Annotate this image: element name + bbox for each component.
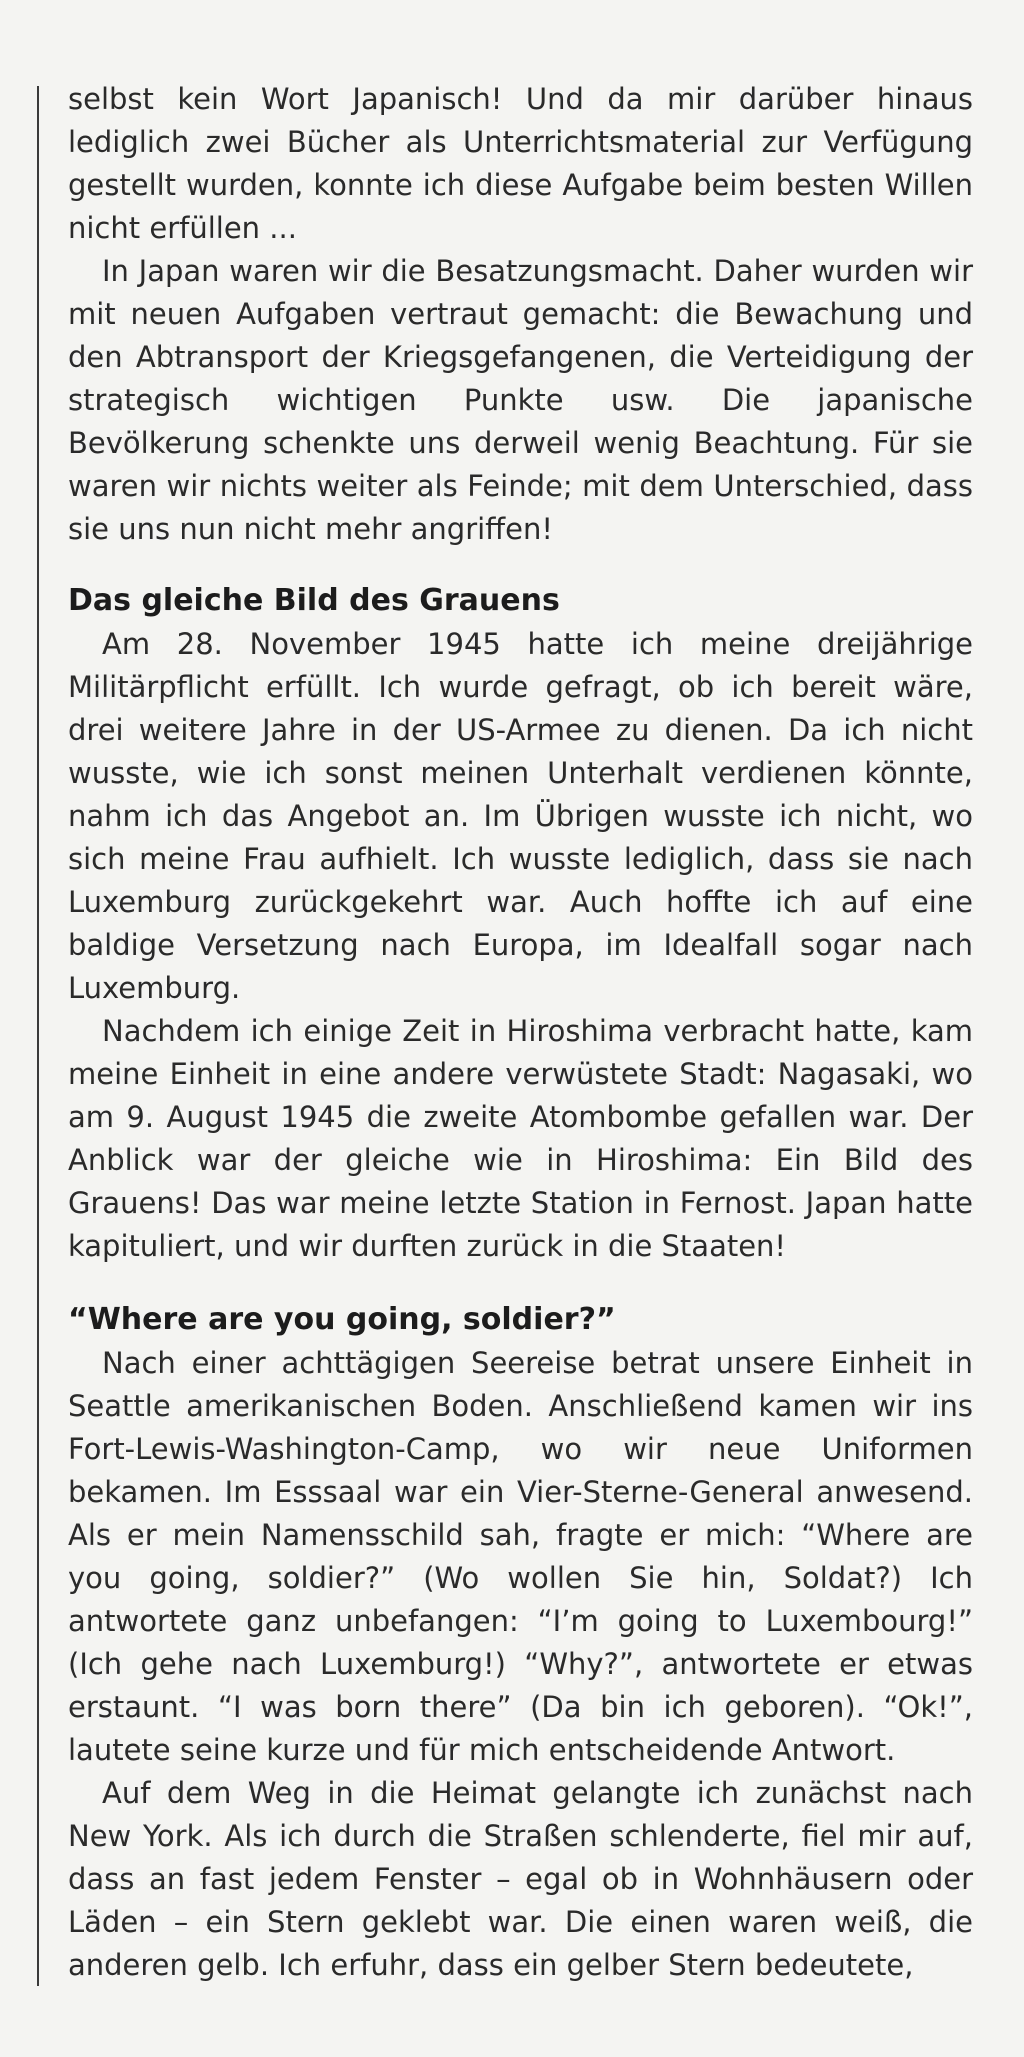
text-column (68, 78, 973, 1987)
paragraph-intro-continuation: selbst kein Wort Japanisch! Und da mir darüber hinaus lediglich zwei Bücher als Unterrichtsmaterial zur Verfügung gestellt wurden, konnte ich diese Aufgabe beim besten Willen nicht erfüllen ... (68, 82, 973, 245)
section-heading-soldier: “Where are you going, soldier?” (68, 1302, 616, 1337)
paragraph-military-service: Am 28. November 1945 hatte ich meine dreijährige Militärpflicht erfüllt. Ich wurde gefragt, ob ich bereit wäre, drei weitere Jahre in der US-Armee zu dienen. Da ich nicht wusste, wie ich sonst meinen Unterhalt verdienen könnte, nahm ich das Angebot an. Im Übrigen wusste ich nicht, wo sich meine Frau aufhielt. Ich wusste lediglich, dass sie nach Luxemburg zurückgekehrt war. Auch hoffte ich auf eine baldige Versetzung nach Europa, im Idealfall sogar nach Luxemburg. (68, 627, 973, 1005)
margin-rule (37, 86, 39, 1986)
paragraph-nagasaki: Nachdem ich einige Zeit in Hiroshima verbracht hatte, kam meine Einheit in eine andere verwüstete Stadt: Nagasaki, wo am 9. August 1945 die zweite Atombombe gefallen war. Der Anblick war der gleiche wie in Hiroshima: Ein Bild des Grauens! Das war meine letzte Station in Fernost. Japan hatte kapituliert, und wir durften zurück in die Staaten! (68, 1014, 973, 1263)
paragraph-new-york: Auf dem Weg in die Heimat gelangte ich zunächst nach New York. Als ich durch die Straßen schlenderte, fiel mir auf, dass an fast jedem Fenster – egal ob in Wohnhäusern oder Läden – ein Stern geklebt war. Die einen waren weiß, die anderen gelb. Ich erfuhr, dass ein gelber Stern bedeutete, (68, 1776, 973, 1982)
paragraph-occupation: In Japan waren wir die Besatzungsmacht. Daher wurden wir mit neuen Aufgaben vertraut gemacht: die Bewachung und den Abtransport der Kriegsgefangenen, die Verteidigung der strategisch wichtigen Punkte usw. Die japanische Bevölkerung schenkte uns derweil wenig Beachtung. Für sie waren wir nichts weiter als Feinde; mit dem Unterschied, dass sie uns nun nicht mehr angriffen! (68, 254, 973, 546)
section-heading-grauens: Das gleiche Bild des Grauens (68, 583, 560, 618)
paragraph-seattle: Nach einer achttägigen Seereise betrat unsere Einheit in Seattle amerikanischen Boden. Anschließend kamen wir ins Fort-Lewis-Washington-Camp, wo wir neue Uniformen bekamen. Im Esssaal war ein Vier-Sterne-General anwesend. Als er mein Namensschild sah, fragte er mich: “Where are you going, soldier?” (Wo wollen Sie hin, Soldat?) Ich antwortete ganz unbefangen: “I’m going to Luxembourg!” (Ich gehe nach Luxemburg!) “Why?”, antwortete er etwas erstaunt. “I was born there” (Da bin ich geboren). “Ok!”, lautete seine kurze und für mich entscheidende Antwort. (68, 1346, 973, 1767)
